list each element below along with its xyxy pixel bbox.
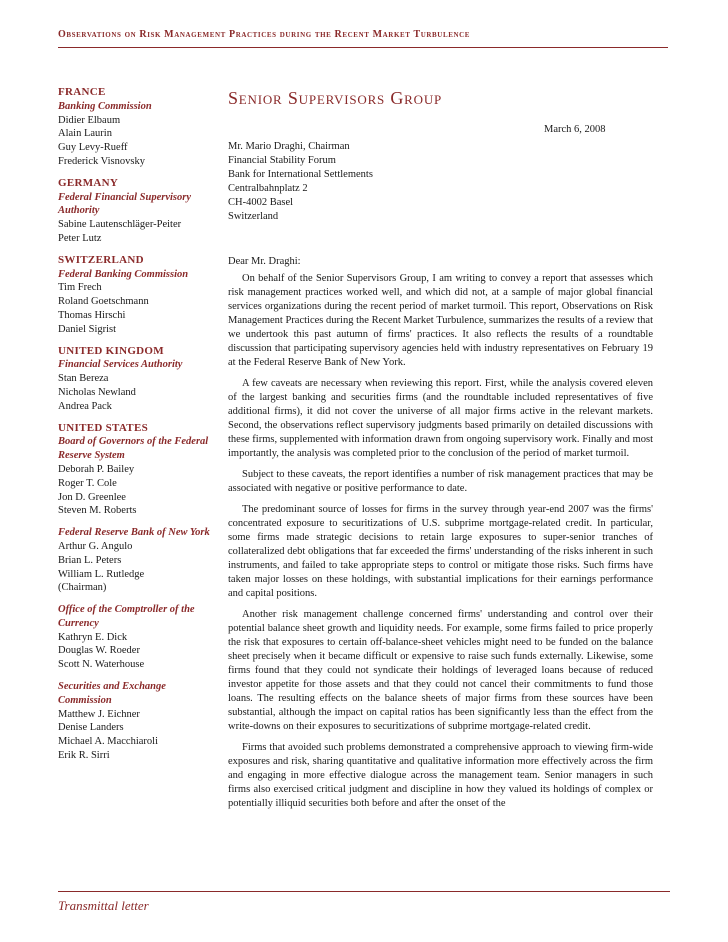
- address-line: CH-4002 Basel: [228, 197, 294, 208]
- sender-name: Senior Supervisors Group: [228, 88, 443, 108]
- member-name: Peter Lutz: [58, 232, 102, 244]
- body-paragraph: Subject to these caveats, the report identifies a number of risk management practices that may be associated with negative or positive performance to date.: [228, 469, 653, 494]
- member-name: Michael A. Macchiaroli: [58, 736, 159, 748]
- agency-name: Board of Governors of the Federal Reserve System: [58, 436, 209, 462]
- address-line: Switzerland: [228, 211, 279, 222]
- body-paragraph: On behalf of the Senior Supervisors Group, I am writing to convey a report that assesses which risk management practices worked well, and which did not, at a sample of major global financial services organizations during the recent period of market turmoil. This report, Observations on Risk Management Practices during the Recent Market Turbulence, summarizes the results of a review that we undertook this past autumn of firms' practices. It also reflects the results of a roundtable discussion that participating supervisory agencies held with industry representatives on February 19 at the Federal Reserve Bank of New York.: [228, 273, 653, 368]
- letter-body: [228, 272, 653, 818]
- member-name: Stan Bereza: [58, 373, 109, 385]
- member-name: Roger T. Cole: [58, 477, 117, 489]
- member-name: Alain Laurin: [58, 128, 112, 140]
- member-name: Jon D. Greenlee: [58, 491, 126, 503]
- header-rule: [58, 47, 668, 48]
- member-name: Arthur G. Angulo: [58, 540, 133, 552]
- footer-label: Transmittal letter: [58, 898, 149, 913]
- member-name: William L. Rutledge: [58, 568, 145, 580]
- member-name: Deborah P. Bailey: [58, 463, 135, 475]
- agency-group: [58, 358, 218, 413]
- letter-date: March 6, 2008: [544, 124, 606, 135]
- member-name: Douglas W. Roeder: [58, 645, 140, 657]
- member-name: Matthew J. Eichner: [58, 708, 140, 720]
- agency-group: [58, 100, 218, 169]
- member-sidebar: [58, 86, 218, 763]
- agency-group: [58, 526, 218, 595]
- country-name: UNITED KINGDOM: [58, 344, 164, 357]
- agency-name: Federal Reserve Bank of New York: [58, 527, 210, 539]
- body-paragraph: Firms that avoided such problems demonstrated a comprehensive approach to viewing firm-wide exposures and risk, sharing quantitative and qualitative information more effectively across the firm and engaging in more effective dialogue across the management team. Senior managers in such firms also exercised critical judgment and discipline in how they valued its holdings of complex or potentially illiquid securities both before and after the onset of the: [228, 742, 653, 809]
- country-block: [58, 345, 218, 414]
- recipient-address: [228, 140, 373, 224]
- footer-rule: [58, 891, 670, 892]
- member-name: Nicholas Newland: [58, 386, 136, 398]
- agency-group: [58, 680, 218, 763]
- member-name: Didier Elbaum: [58, 114, 121, 126]
- country-block: [58, 177, 218, 246]
- member-name: Brian L. Peters: [58, 554, 122, 566]
- address-line: Financial Stability Forum: [228, 155, 336, 166]
- agency-group: [58, 435, 218, 518]
- member-name: (Chairman): [58, 582, 107, 594]
- member-name: Kathryn E. Dick: [58, 631, 128, 643]
- country-name: SWITZERLAND: [58, 253, 144, 266]
- agency-group: [58, 191, 218, 246]
- country-block: [58, 86, 218, 169]
- member-name: Tim Frech: [58, 282, 102, 294]
- member-name: Thomas Hirschi: [58, 309, 126, 321]
- member-name: Roland Goetschmann: [58, 296, 149, 308]
- salutation: Dear Mr. Draghi:: [228, 256, 301, 267]
- country-block: [58, 254, 218, 337]
- address-line: Bank for International Settlements: [228, 169, 373, 180]
- running-header: Observations on Risk Management Practices during the Recent Market Turbulence: [58, 29, 471, 40]
- address-line: Centralbahnplatz 2: [228, 183, 308, 194]
- country-name: UNITED STATES: [58, 421, 148, 434]
- agency-group: [58, 603, 218, 672]
- member-name: Daniel Sigrist: [58, 323, 117, 335]
- member-name: Scott N. Waterhouse: [58, 659, 145, 671]
- member-name: Guy Levy-Rueff: [58, 142, 128, 154]
- country-block: [58, 422, 218, 763]
- member-name: Erik R. Sirri: [58, 750, 110, 762]
- country-name: FRANCE: [58, 86, 106, 98]
- member-name: Sabine Lautenschläger-Peiter: [58, 219, 182, 231]
- agency-name: Financial Services Authority: [58, 359, 183, 371]
- agency-group: [58, 268, 218, 337]
- member-name: Steven M. Roberts: [58, 505, 137, 517]
- agency-name: Federal Banking Commission: [58, 268, 189, 280]
- member-name: Frederick Visnovsky: [58, 155, 145, 167]
- agency-name: Banking Commission: [58, 100, 152, 112]
- body-paragraph: Another risk management challenge concerned firms' understanding and control over their potential balance sheet growth and liquidity needs. For example, some firms failed to price properly the risk that exposures to certain off-balance-sheet vehicles might need to be funded on the balance sheet precisely when it became difficult or expensive to raise such funds externally. Likewise, some firms found that they could not syndicate their holdings of leveraged loans because of reduced investor appetite for those assets and that they could not cancel their commitments to fund those loans. The resulting effects on the balance sheets of major firms from these sources have been substantial, although the impact on capital ratios has been significantly less than the effect from the write-downs on their exposures to securitizations of subprime mortgage-related credit.: [228, 609, 653, 732]
- member-name: Denise Landers: [58, 722, 124, 734]
- agency-name: Office of the Comptroller of the Currency: [58, 604, 195, 629]
- address-line: Mr. Mario Draghi, Chairman: [228, 141, 350, 152]
- member-name: Andrea Pack: [58, 400, 112, 412]
- agency-name: Securities and Exchange Commission: [58, 681, 166, 706]
- agency-name: Federal Financial Supervisory Authority: [58, 191, 192, 217]
- body-paragraph: A few caveats are necessary when reviewing this report. First, while the analysis covered eleven of the largest banking and securities firms (and the roundtable included representatives of five additional firms), it did not cover the universe of all major firms active in the relevant markets. Second, the observations reflect supervisory judgments based primarily on detailed discussions with these firms, supplemented with information drawn from ongoing supervisory work. Finally and most importantly, the analysis was completed prior to the conclusion of the period of market turmoil.: [228, 378, 653, 459]
- body-paragraph: The predominant source of losses for firms in the survey through year-end 2007 was the firms' concentrated exposure to securitizations of U.S. subprime mortgage-related credit. In particular, some firms made strategic decisions to retain large exposures to super-senior tranches of collateralized debt obligations that far exceeded the firms' understanding of the risks inherent in such instruments, and failed to take appropriate steps to control or mitigate those risks. Such firms have taken major losses on these holdings, with substantial implications for their earnings performance and capital positions.: [228, 504, 653, 599]
- country-name: GERMANY: [58, 176, 119, 189]
